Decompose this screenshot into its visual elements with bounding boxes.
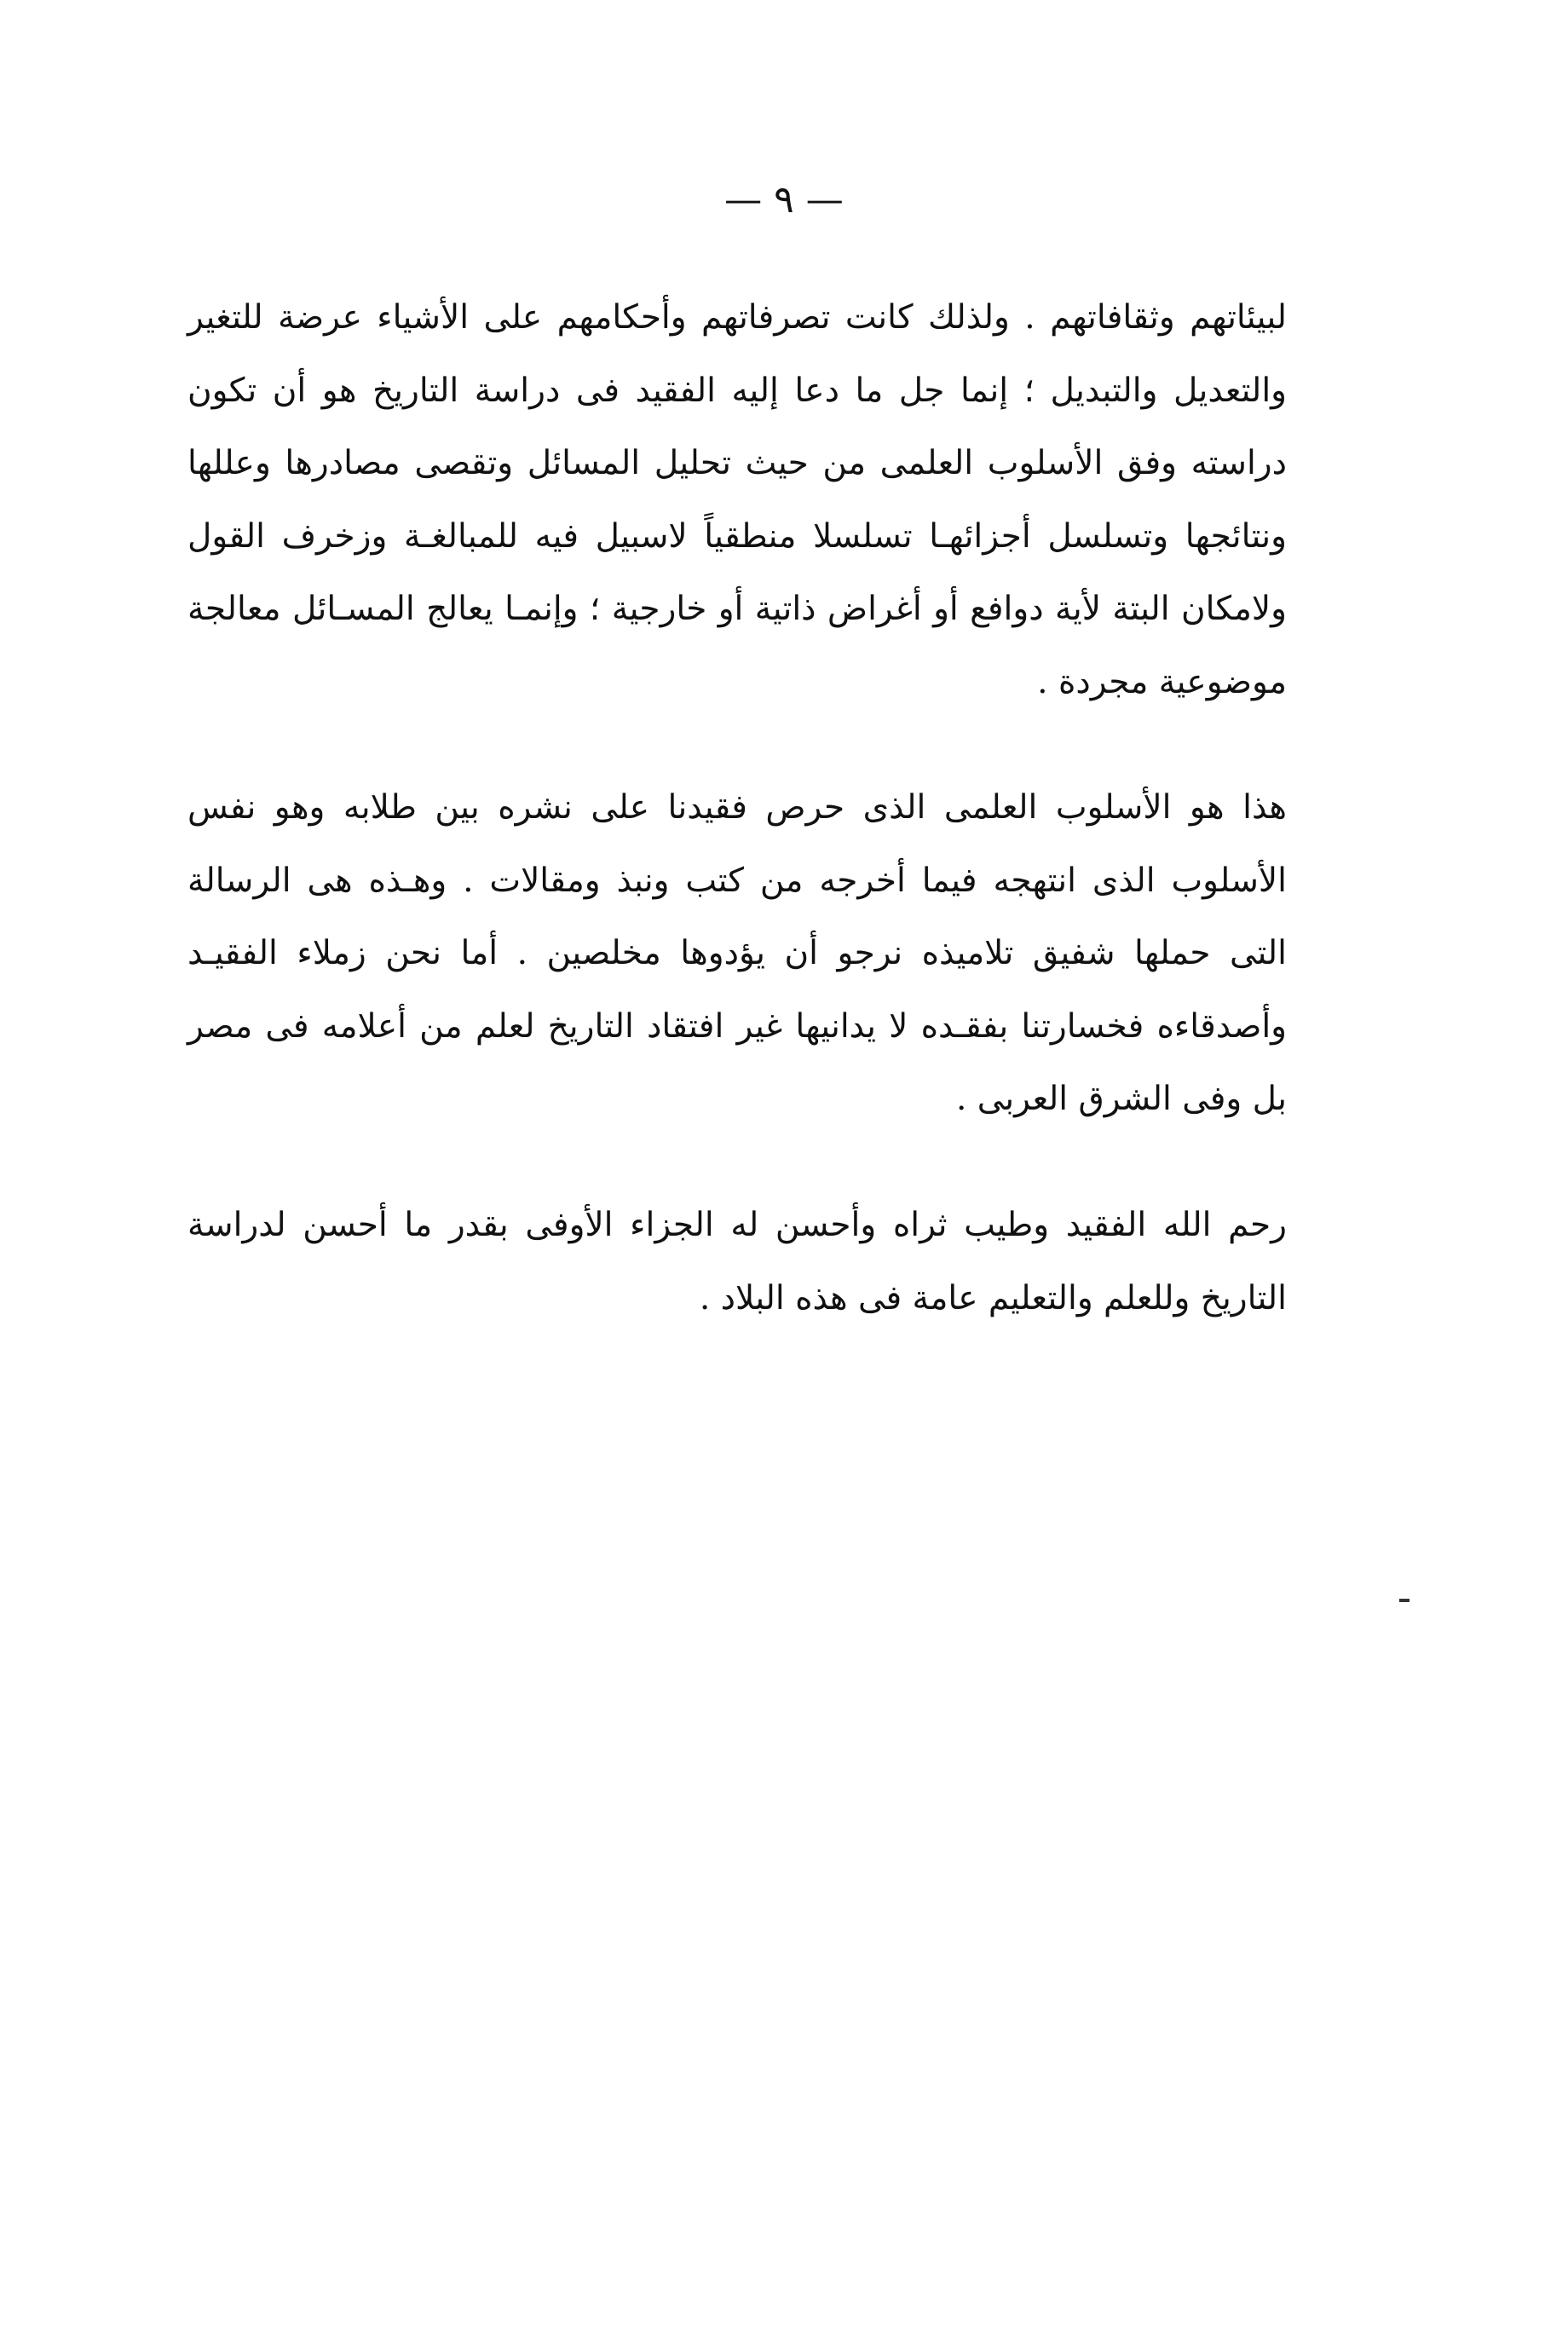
scan-speck-mark	[1399, 1599, 1409, 1602]
paragraph-1: لبيئاتهم وثقافاتهم . ولذلك كانت تصرفاتهم وأحكامهم على الأشياء عرضة للتغير والتعديل والتبديل ؛ إنما جل ما دعا إليه الفقيد فى دراسة التاريخ هو أن تكون دراسته وفق الأسلوب العلمى من حيث تحليل المسائل وتقصى مصادرها وعللها ونتائجها وتسلسل أجزائهـا تسلسلا منطقياً لاسبيل فيه للمبالغـة وزخرف القول ولامكان البتة لأية دوافع أو أغراض ذاتية أو خارجية ؛ وإنمـا يعالج المسـائل معالجة موضوعية مجردة .	[187, 298, 1287, 701]
paragraph-3: رحم الله الفقيد وطيب ثراه وأحسن له الجزاء الأوفى بقدر ما أحسن لدراسة التاريخ وللعلم والتعليم عامة فى هذه البلاد .	[187, 1206, 1287, 1317]
paragraph-2-block	[187, 771, 1287, 1136]
paragraph-2: هذا هو الأسلوب العلمى الذى حرص فقيدنا على نشره بين طلابه وهو نفس الأسلوب الذى انتهجه فيما أخرجه من كتب ونبذ ومقالات . وهـذه هى الرسالة التى حملها شفيق تلاميذه نرجو أن يؤدوها مخلصين . أما نحن زملاء الفقيـد وأصدقاءه فخسارتنا بفقـده لا يدانيها غير افتقاد التاريخ لعلم من أعلامه فى مصر بل وفى الشرق العربى .	[187, 788, 1287, 1118]
paragraph-3-block	[187, 1189, 1287, 1335]
page-number: — ٩ —	[724, 178, 844, 222]
paragraph-1-block	[187, 281, 1287, 718]
